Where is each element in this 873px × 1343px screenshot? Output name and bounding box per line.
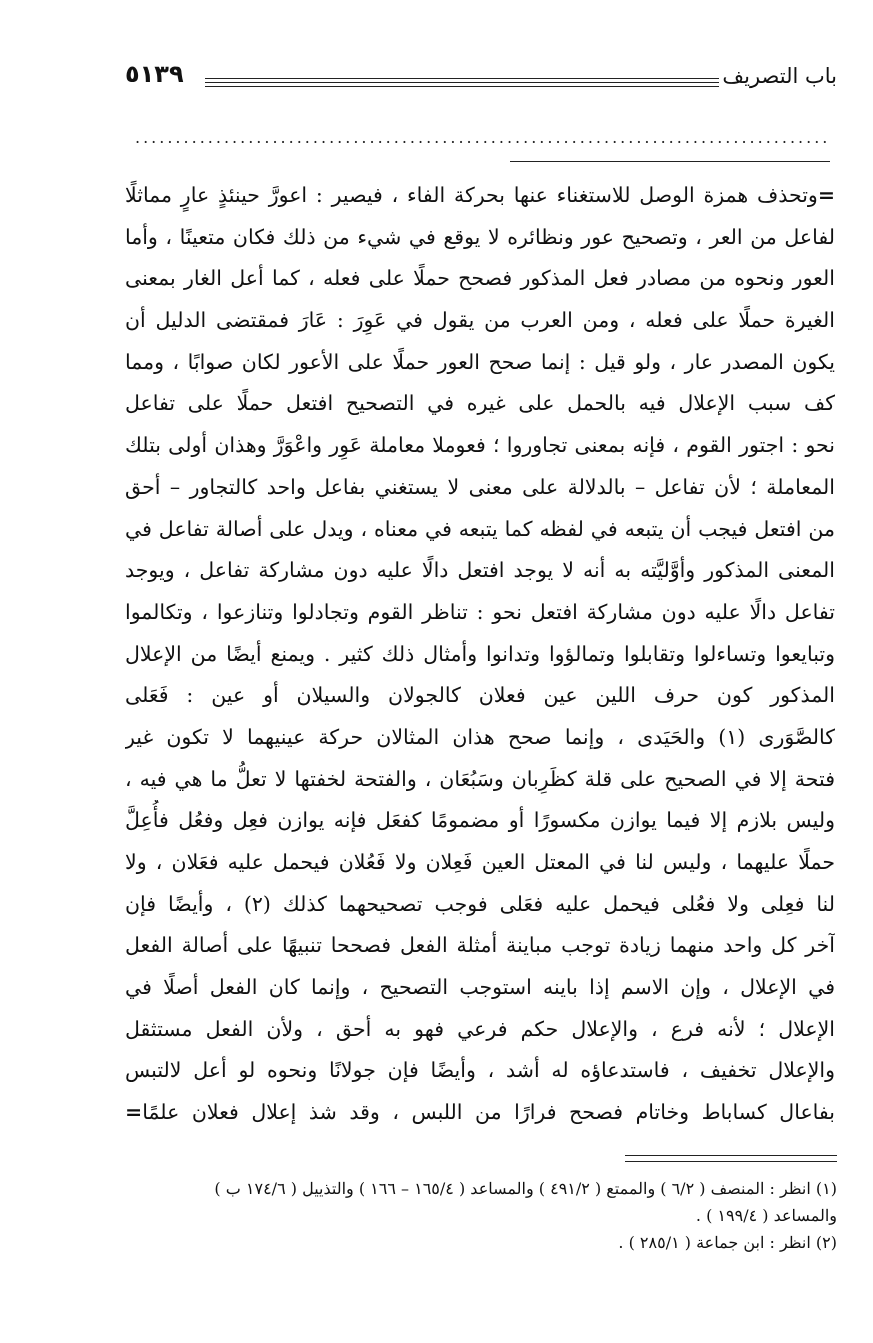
footnotes [132,1175,837,1256]
text-line [125,425,835,467]
header-rule [205,82,719,83]
dotted-separator: ...................................................................................... [135,128,831,147]
line-text: وليس بلازم إلا فيما يوازن مكسورًا أو مضمومًا كفعَل فإنه يوازن فعِل وفعُل فأُعِلَّ [125,808,835,833]
text-line [125,1092,835,1134]
text-line [125,675,835,717]
line-text: لنا فعِلى ولا فعُلى فيحمل عليه فعَلى فوجب تصحيحهما كذلك (٢) ، وأيضًا فإن [125,891,835,916]
line-text: وتبايعوا وتساءلوا وتقابلوا وتمالؤوا وتدانوا وأمثال ذلك كثير . ويمنع أيضًا من الإعلال [125,641,835,666]
text-line [125,759,835,801]
section-rule [510,161,830,162]
page-header [125,58,837,98]
footnote-rule [625,1155,837,1162]
line-text: في الإعلال ، وإن الاسم إذا باينه استوجب التصحيح ، وإنما كان الفعل أصلًا في [125,975,835,1000]
main-text [125,175,835,1134]
line-text: آخر كل واحد منهما زيادة توجب مباينة أمثلة الفعل فصححا تنبيهًا على أصالة الفعل [125,933,835,958]
line-text: لفاعل من العر ، وتصحيح عور ونظائره لا يوقع في شيء من ذلك فكان متعينًا ، وأما [125,224,835,249]
line-text: الغيرة حملًا على فعله ، ومن العرب من يقول في عَوِرَ : عَارَ فمقتضى الدليل أن [125,308,835,333]
line-text: يكون المصدر عار ، ولو قيل : إنما صحح العور حملًا على الأعور لكان صوابًا ، ومما [125,349,835,374]
text-line [125,925,835,967]
text-line [125,258,835,300]
line-text: كف سبب الإعلال فيه بالحمل على غيره في التصحيح افتعل حملًا على تفاعل [125,391,835,416]
page-number: ٥١٣٩ [125,60,184,88]
text-line [125,217,835,259]
line-text: المعاملة ؛ لأن تفاعل – بالدلالة على معنى لا يستغني بفاعل واحد كالتجاور – أحق [125,474,835,499]
line-text: والإعلال تخفيف ، فاستدعاؤه له أشد ، وأيضًا فإن جولانًا ونحوه لو أعل لالتبس [125,1058,835,1083]
continuation-mark: = [125,1100,143,1125]
text-line [125,717,835,759]
footnote-line: (١) انظر : المنصف ( ٦/٢ ) والممتع ( ٤٩١/٢ ) والمساعد ( ١٦٥/٤ – ١٦٦ ) والتذييل ( ١٧٤/٦ ب ) [214,1179,837,1198]
text-line [125,342,835,384]
text-line [125,884,835,926]
line-text: الإعلال ؛ لأنه فرع ، والإعلال حكم فرعي فهو به أحق ، ولأن الفعل مستثقل [125,1016,835,1041]
text-line [125,467,835,509]
text-line [125,1050,835,1092]
text-line [125,842,835,884]
text-line [125,509,835,551]
text-line [125,550,835,592]
line-text: وتحذف همزة الوصل للاستغناء عنها بحركة الفاء ، فيصير : اعورَّ حينئذٍ عارٍ مماثلًا [125,183,818,207]
line-text: تفاعل دالًا عليه دون مشاركة افتعل نحو : تناظر القوم وتجادلوا وتنازعوا ، وتكالموا [125,599,835,624]
header-rule [205,86,719,87]
text-line [125,175,835,217]
text-line [125,592,835,634]
footnote-line: والمساعد ( ١٩٩/٤ ) . [695,1206,837,1225]
text-line [125,300,835,342]
header-rule [205,78,719,79]
line-text: فتحة إلا في الصحيح على قلة كظَرِبان وسَبُعَان ، والفتحة لخفتها لا تعلُّ ما هي فيه ، [125,766,835,791]
continuation-mark: = [817,183,835,207]
line-text: كالصَّوَرى (١) والحَيَدى ، وإنما صحح هذان المثالان حركة عينيهما لا تكون غير [125,724,835,749]
running-head: باب التصريف [722,64,837,88]
line-text: نحو : اجتور القوم ، فإنه بمعنى تجاوروا ؛ فعوملا معاملة عَوِر واعْوَرَّ وهذان أولى بتلك [125,433,835,458]
text-line [125,383,835,425]
text-line [125,967,835,1009]
line-text: المذكور كون حرف اللين عين فعلان كالجولان والسيلان أو عين : فَعَلى [125,683,835,708]
line-text: حملًا عليهما ، وليس لنا في المعتل العين فَعِلان ولا فَعُلان فيحمل عليه فعَلان ، ولا [125,850,835,874]
text-line [125,800,835,842]
text-line [125,634,835,676]
line-text: العور ونحوه من مصادر فعل المذكور فصحح حملًا على فعله ، كما أعل الغار بمعنى [125,266,835,291]
line-text: المعنى المذكور وأوَّليَّته به أنه لا يوجد افتعل دالًا عليه دون مشاركة تفاعل ، ويوجد [125,558,835,583]
text-line [125,1009,835,1051]
line-text: بفاعال كساباط وخاتام فصحح فرارًا من اللبس ، وقد شذ إعلال فعلان علمًا [142,1100,835,1125]
line-text: من افتعل فيجب أن يتبعه في لفظه كما يتبعه في معناه ، ويدل على أصالة تفاعل في [125,516,835,541]
footnote-line: (٢) انظر : ابن جماعة ( ٢٨٥/١ ) . [618,1233,837,1252]
